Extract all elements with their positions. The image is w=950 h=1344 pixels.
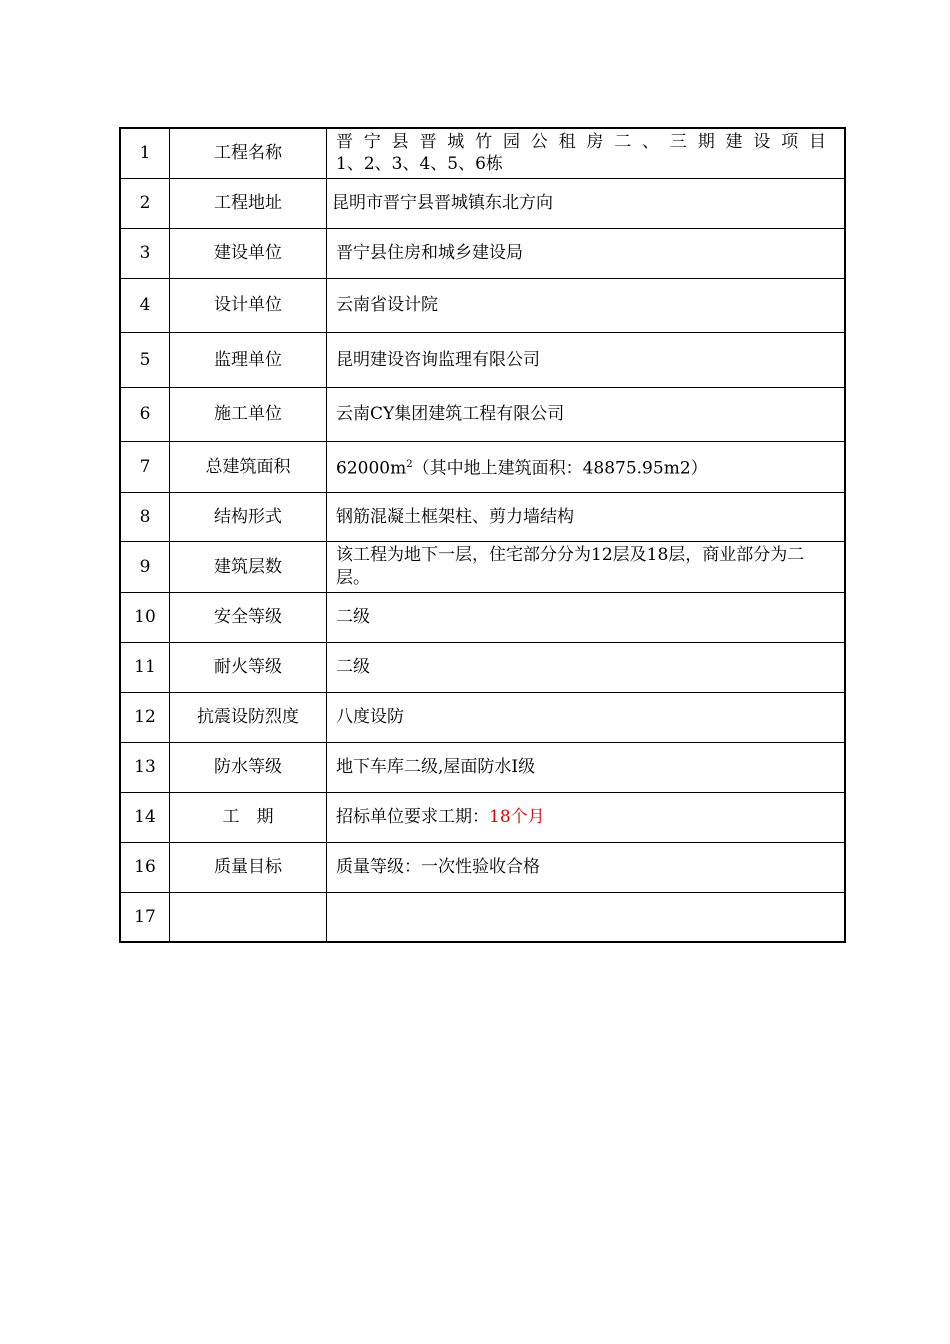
duration-highlight: 18个月 bbox=[489, 807, 545, 827]
table-row bbox=[120, 541, 845, 592]
row-label: 质量目标 bbox=[170, 842, 327, 892]
row-value: 该工程为地下一层，住宅部分分为12层及18层，商业部分为二层。 bbox=[327, 541, 846, 592]
table-row bbox=[120, 792, 845, 842]
row-value: 云南CY集团建筑工程有限公司 bbox=[327, 387, 846, 441]
row-number: 3 bbox=[120, 228, 170, 278]
row-label: 耐火等级 bbox=[170, 642, 327, 692]
table-row bbox=[120, 692, 845, 742]
duration-prefix: 招标单位要求工期： bbox=[336, 807, 489, 827]
row-label: 建筑层数 bbox=[170, 541, 327, 592]
row-label: 建设单位 bbox=[170, 228, 327, 278]
row-value: 昆明市晋宁县晋城镇东北方向 bbox=[327, 178, 846, 228]
row-value: 二级 bbox=[327, 592, 846, 642]
table-row bbox=[120, 128, 845, 178]
row-value bbox=[327, 892, 846, 942]
table-row bbox=[120, 642, 845, 692]
row-number: 8 bbox=[120, 492, 170, 541]
row-label: 安全等级 bbox=[170, 592, 327, 642]
row-label: 抗震设防烈度 bbox=[170, 692, 327, 742]
row-value: 地下车库二级,屋面防水Ⅰ级 bbox=[327, 742, 846, 792]
table-row bbox=[120, 278, 845, 332]
row-number: 13 bbox=[120, 742, 170, 792]
row-label: 设计单位 bbox=[170, 278, 327, 332]
table-row bbox=[120, 842, 845, 892]
row-label: 总建筑面积 bbox=[170, 441, 327, 492]
table-row bbox=[120, 592, 845, 642]
project-info-sheet bbox=[119, 127, 846, 943]
row-number: 14 bbox=[120, 792, 170, 842]
row-number: 12 bbox=[120, 692, 170, 742]
row-number: 1 bbox=[120, 128, 170, 178]
row-number: 16 bbox=[120, 842, 170, 892]
row-value: 晋宁县住房和城乡建设局 bbox=[327, 228, 846, 278]
row-value bbox=[327, 441, 846, 492]
row-value: 二级 bbox=[327, 642, 846, 692]
row-value: 八度设防 bbox=[327, 692, 846, 742]
row-label: 结构形式 bbox=[170, 492, 327, 541]
table-row bbox=[120, 228, 845, 278]
row-label: 防水等级 bbox=[170, 742, 327, 792]
row-label: 监理单位 bbox=[170, 332, 327, 387]
row-value: 云南省设计院 bbox=[327, 278, 846, 332]
row-value: 昆明建设咨询监理有限公司 bbox=[327, 332, 846, 387]
row-number: 17 bbox=[120, 892, 170, 942]
area-value: 62000m bbox=[336, 458, 407, 479]
row-number: 9 bbox=[120, 541, 170, 592]
row-number: 5 bbox=[120, 332, 170, 387]
table-row bbox=[120, 492, 845, 541]
row-value bbox=[327, 128, 846, 178]
table-row bbox=[120, 178, 845, 228]
row-label bbox=[170, 892, 327, 942]
row-label: 施工单位 bbox=[170, 387, 327, 441]
table-row bbox=[120, 742, 845, 792]
row-number: 6 bbox=[120, 387, 170, 441]
row-value: 钢筋混凝土框架柱、剪力墙结构 bbox=[327, 492, 846, 541]
table-row bbox=[120, 892, 845, 942]
row-number: 4 bbox=[120, 278, 170, 332]
row-value: 质量等级：一次性验收合格 bbox=[327, 842, 846, 892]
row-label: 工 期 bbox=[170, 792, 327, 842]
row-number: 7 bbox=[120, 441, 170, 492]
row-value bbox=[327, 792, 846, 842]
table-row bbox=[120, 441, 845, 492]
area-detail: （其中地上建筑面积：48875.95m2） bbox=[412, 458, 708, 479]
row-label: 工程名称 bbox=[170, 128, 327, 178]
row-number: 2 bbox=[120, 178, 170, 228]
row-value-line2: 1、2、3、4、5、6栋 bbox=[336, 154, 503, 175]
table-row bbox=[120, 332, 845, 387]
row-label: 工程地址 bbox=[170, 178, 327, 228]
row-value-line1: 晋宁县晋城竹园公租房二、三期建设项目 bbox=[336, 132, 836, 153]
row-number: 10 bbox=[120, 592, 170, 642]
table-row bbox=[120, 387, 845, 441]
area-unit-superscript: 2 bbox=[406, 458, 413, 470]
project-info-table bbox=[119, 127, 846, 943]
row-number: 11 bbox=[120, 642, 170, 692]
